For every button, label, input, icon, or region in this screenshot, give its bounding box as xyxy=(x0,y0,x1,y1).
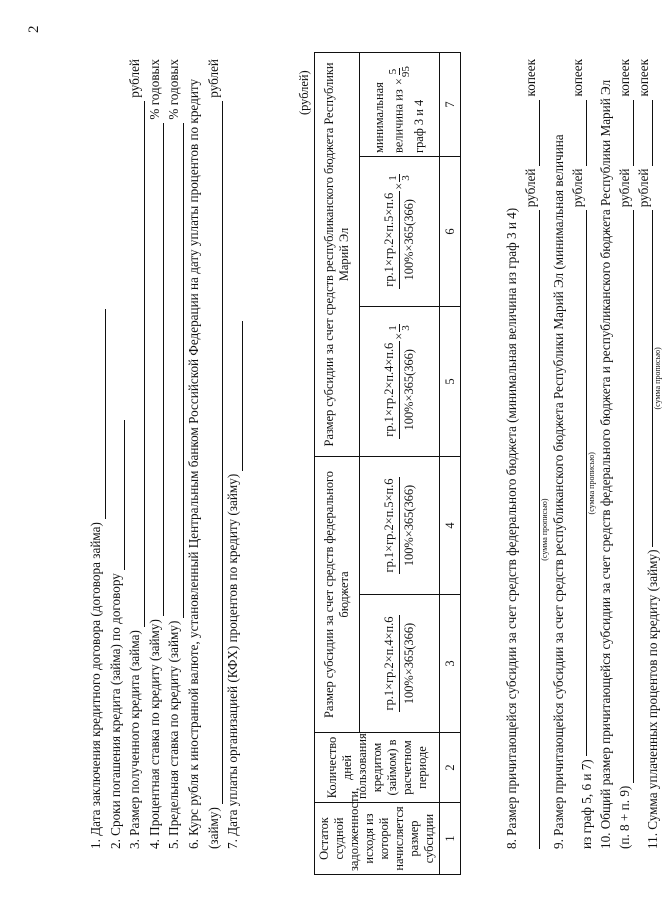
formula-col-6 xyxy=(360,156,440,306)
formula-4-den: 100%×365(366) xyxy=(402,484,416,567)
header-federal: Размер субсидии за счет средств федерального бюджета xyxy=(315,456,360,732)
header-republic: Размер субсидии за счет средств республиканского бюджета Республики Марий Эл xyxy=(315,52,360,456)
line-11-label: 11. Сумма уплаченных процентов по кредиту (займу) xyxy=(645,549,660,849)
formula-col-3 xyxy=(360,595,440,733)
line-6-label: 6. Курс рубля к иностранной валюте, установленный Центральным банком Российской Федерации на дату уплаты процентов по кредиту xyxy=(185,78,201,849)
formula-4-num: гр.1×гр.2×п.5×п.6 xyxy=(382,477,400,575)
col-num-1: 1 xyxy=(440,803,461,875)
line-9-caption: (сумма прописью) xyxy=(587,452,596,515)
formula-5-third-num: 1 xyxy=(387,325,399,331)
formula-6-num: гр.1×гр.2×п.5×п.6 xyxy=(382,191,400,289)
line-11-kop: копеек xyxy=(636,59,651,97)
line-9-kop: копеек xyxy=(570,59,585,97)
col-num-6: 6 xyxy=(440,156,461,306)
line-8-sum xyxy=(521,59,549,849)
line-5-field[interactable] xyxy=(169,123,184,618)
table-unit: (рублей) xyxy=(297,70,311,115)
col-num-3: 3 xyxy=(440,595,461,733)
line-8-label: 8. Размер причитающейся субсидии за счет средств федерального бюджета (минимальная величина из граф 3 и 4) xyxy=(504,207,519,849)
line-2-label: 2. Сроки погашения кредита (займа) по договору xyxy=(107,573,123,849)
line-10b xyxy=(615,59,634,849)
formula-3-den: 100%×365(366) xyxy=(402,622,416,705)
header-row-1 xyxy=(315,52,360,874)
summary-lines xyxy=(502,59,662,849)
formula-col-5 xyxy=(360,306,440,456)
line-11-sum-field[interactable] xyxy=(638,210,653,546)
line-8-sum-field[interactable] xyxy=(525,210,540,849)
formula-7-times: × xyxy=(392,78,406,86)
line-6b xyxy=(204,59,224,849)
line-5-label: 5. Предельная ставка по кредиту (займу) xyxy=(166,620,182,849)
line-3-unit: рублей xyxy=(127,59,143,98)
loan-info-lines xyxy=(86,59,243,849)
line-10-kop-field[interactable] xyxy=(619,100,634,166)
line-9b xyxy=(568,59,596,849)
formula-col-4 xyxy=(360,456,440,594)
line-8-rub: рублей xyxy=(523,168,538,208)
line-11 xyxy=(634,59,662,849)
line-9-sum-field[interactable] xyxy=(572,210,587,756)
line-4 xyxy=(145,59,165,849)
line-8 xyxy=(502,59,521,849)
line-9-label: 9. Размер причитающейся субсидии за счет средств республиканского бюджета Республики Марий Эл (минимальная величина xyxy=(551,134,566,849)
col-num-4: 4 xyxy=(440,456,461,594)
line-7-field[interactable] xyxy=(228,321,243,471)
formula-7-tail: граф 3 и 4 xyxy=(412,99,426,153)
line-7 xyxy=(223,59,243,849)
formula-7-frac-den: 95 xyxy=(400,66,412,78)
formula-5-den: 100%×365(366) xyxy=(402,349,416,431)
col-num-5: 5 xyxy=(440,306,461,456)
line-6-label-cont: (займу) xyxy=(205,807,221,849)
formula-6-third-den: 3 xyxy=(400,175,412,181)
formula-col-7 xyxy=(360,52,440,156)
line-6-field[interactable] xyxy=(208,101,223,804)
line-2-field[interactable] xyxy=(110,420,125,570)
line-3-label: 3. Размер полученного кредита (займа) xyxy=(127,630,143,849)
formula-6-den: 100%×365(366) xyxy=(402,199,416,281)
formula-5-third-den: 3 xyxy=(400,325,412,331)
formula-3-num: гр.1×гр.2×п.4×п.6 xyxy=(382,615,400,713)
line-8-kop: копеек xyxy=(523,59,538,97)
col-num-2: 2 xyxy=(440,733,461,803)
formula-7-text: минимальная величина из xyxy=(372,82,406,153)
line-3-field[interactable] xyxy=(130,101,145,627)
line-9-rub: рублей xyxy=(570,168,585,208)
col-num-7: 7 xyxy=(440,52,461,156)
line-5-unit: % годовых xyxy=(166,59,182,120)
line-10-kop: копеек xyxy=(617,59,632,97)
line-10-label-cont: (п. 8 + п. 9) xyxy=(617,785,632,849)
column-number-row xyxy=(440,52,461,874)
formula-7-frac-num: 5 xyxy=(387,68,399,75)
line-8-caption: (сумма прописью) xyxy=(540,498,549,561)
line-9-label-cont: из граф 5, 6 и 7) xyxy=(579,759,594,849)
line-1 xyxy=(86,59,106,849)
line-1-field[interactable] xyxy=(91,309,106,519)
header-col-1: Остаток ссудной задолженности, исходя из которой начисляется размер субсидии xyxy=(315,803,440,875)
line-10a xyxy=(596,59,615,849)
line-11-rub: рублей xyxy=(636,168,651,208)
formula-6-third-num: 1 xyxy=(387,175,399,181)
formula-6-times: × xyxy=(392,182,406,190)
line-2 xyxy=(106,59,126,849)
line-9a xyxy=(549,59,568,849)
line-11-kop-field[interactable] xyxy=(638,100,653,166)
line-4-unit: % годовых xyxy=(146,59,162,120)
header-col-2: Количество дней пользования кредитом (займом) в расчетном периоде xyxy=(315,733,440,803)
line-4-label: 4. Процентная ставка по кредиту (займу) xyxy=(146,619,162,849)
line-6-unit: рублей xyxy=(205,59,221,98)
line-4-field[interactable] xyxy=(149,123,164,617)
formula-5-num: гр.1×гр.2×п.4×п.6 xyxy=(382,341,400,439)
line-1-label: 1. Дата заключения кредитного договора (договора займа) xyxy=(88,522,103,849)
line-7-label: 7. Дата уплаты организацией (КФХ) процентов по кредиту (займу) xyxy=(225,473,241,849)
line-3 xyxy=(125,59,145,849)
line-9-kop-field[interactable] xyxy=(572,100,587,166)
line-6a xyxy=(184,59,204,849)
line-8-kop-field[interactable] xyxy=(525,100,540,166)
formula-5-times: × xyxy=(392,332,406,340)
page-number: 2 xyxy=(26,25,42,33)
line-10-sum-field[interactable] xyxy=(619,210,634,782)
line-10-label: 10. Общий размер причитающейся субсидии за счет средств федерального бюджета и республиканского бюджета Республики Марий Эл xyxy=(598,79,613,849)
subsidy-calc-table xyxy=(314,52,461,875)
line-5 xyxy=(164,59,184,849)
line-11-caption: (сумма прописью) xyxy=(653,347,662,410)
line-10-rub: рублей xyxy=(617,168,632,208)
